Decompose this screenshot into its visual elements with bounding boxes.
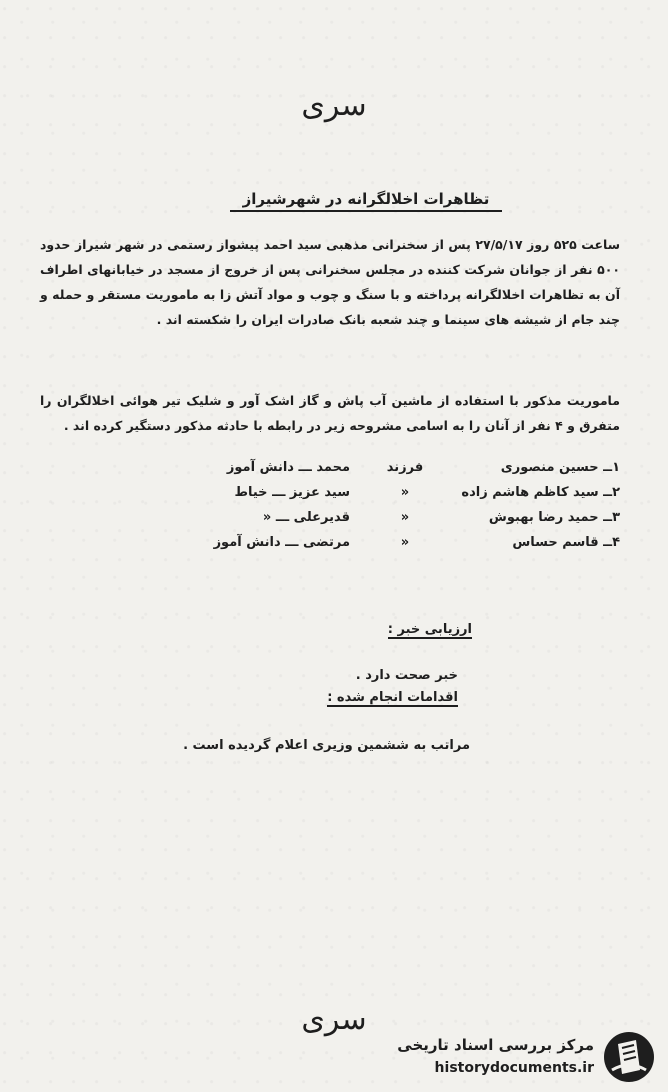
arrested-list bbox=[40, 460, 620, 560]
arrested-father: مرتضی ـــ دانش آموز bbox=[213, 535, 350, 550]
report-heading: ارزیابی خبر : bbox=[387, 622, 472, 637]
arrested-relation: فرزند bbox=[386, 460, 424, 475]
list-item bbox=[40, 510, 620, 535]
actions-heading: اقدامات انجام شده : bbox=[327, 690, 458, 705]
watermark-org-name: مرکز بررسی اسناد تاریخی bbox=[397, 1036, 594, 1054]
arrested-name: ۳ــ حمید رضا بهبوش bbox=[488, 510, 620, 525]
document-title: تظاهرات اخلالگرانه در شهرشیراز bbox=[230, 190, 502, 212]
report-text: خبر صحت دارد . bbox=[355, 668, 458, 683]
arrested-relation: « bbox=[400, 510, 410, 525]
arrested-father: قدیرعلی ـــ « bbox=[262, 510, 350, 525]
arrested-father: سید عزیز ـــ خیاط bbox=[234, 485, 350, 500]
arrested-father: محمد ـــ دانش آموز bbox=[226, 460, 350, 475]
paragraph-arrests: ماموریت مذکور با استفاده از ماشین آب پاش و گاز اشک آور و شلیک تیر هوائی اخلالگران را متفرق و ۴ نفر از آنان را به اسامی مشروحه زیر در رابطه با حادثه مذکور دستگیر کرده اند . bbox=[40, 393, 620, 433]
actions-text: مراتب به ششمین وزیری اعلام گردیده است . bbox=[183, 738, 470, 753]
arrested-relation: « bbox=[400, 485, 410, 500]
arrested-relation: « bbox=[400, 535, 410, 550]
list-item bbox=[40, 485, 620, 510]
arrested-name: ۴ــ قاسم حساس bbox=[512, 535, 620, 550]
classification-top: سری bbox=[301, 88, 367, 123]
archive-watermark bbox=[380, 1030, 660, 1086]
book-page-icon bbox=[602, 1030, 656, 1084]
arrested-name: ۱ــ حسین منصوری bbox=[500, 460, 620, 475]
arrested-name: ۲ــ سید کاظم هاشم زاده bbox=[461, 485, 620, 500]
watermark-url: historydocuments.ir bbox=[434, 1060, 594, 1076]
classification-bottom: سری bbox=[301, 1002, 367, 1037]
paragraph-incident: ساعت ۵۲۵ روز ۲۷/۵/۱۷ پس از سخنرانی مذهبی سید احمد پیشواز رستمی در شهر شیراز حدود ۵۰۰ نفر از جوانان شرکت کننده در مجلس سخنرانی پس از خروج از مسجد در خیابانهای اطراف آن به تظاهرات اخلالگرانه پرداخته و با سنگ و چوب و مواد آتش زا به ماموریت مستقر و حمله و چند جام از شیشه های سینما و چند شعبه بانک صادرات ایران را شکسته اند . bbox=[40, 237, 621, 327]
list-item bbox=[40, 535, 620, 560]
list-item bbox=[40, 460, 620, 485]
